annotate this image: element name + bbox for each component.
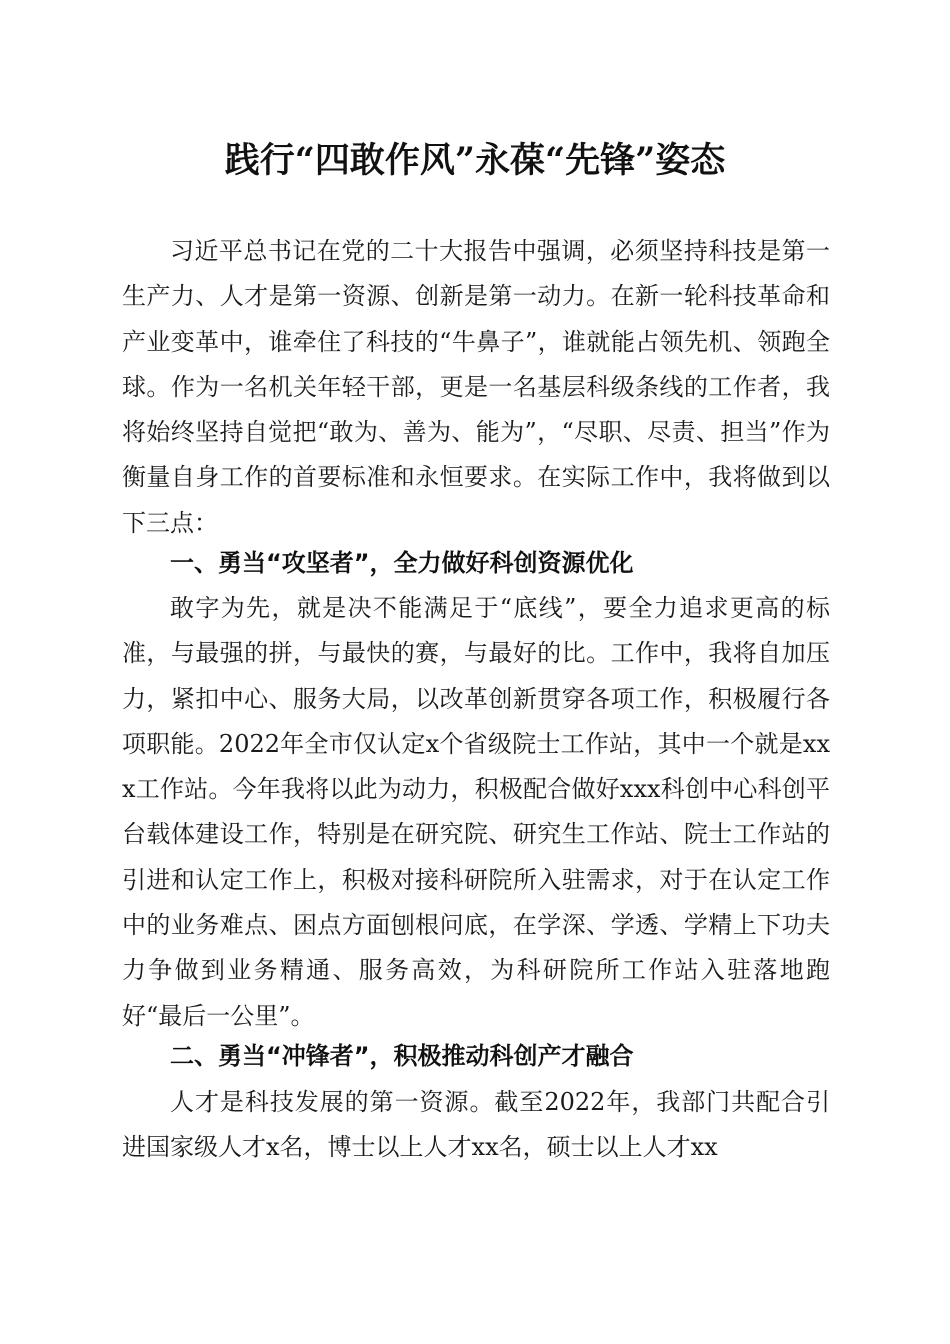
section-heading-2: 二、勇当“冲锋者”，积极推动科创产才融合 xyxy=(170,1042,634,1070)
document-title: 践行“四敢作风”永葆“先锋”姿态 xyxy=(224,140,726,181)
paragraph-intro: 习近平总书记在党的二十大报告中强调，必须坚持科技是第一生产力、人才是第一资源、创新是第一动力。在新一轮科技革命和产业变革中，谁牵住了科技的“牛鼻子”，谁就能占领先机、领跑全球。作为一名机关年轻干部，更是一名基层科级条线的工作者，我将始终坚持自觉把“敢为、善为、能为”，“尽职、尽责、担当”作为衡量自身工作的首要标准和永恒要求。在实际工作中，我将做到以下三点： xyxy=(122,237,830,537)
section-heading-1: 一、勇当“攻坚者”，全力做好科创资源优化 xyxy=(170,549,634,577)
paragraph-section-1: 敢字为先，就是决不能满足于“底线”，要全力追求更高的标准，与最强的拼，与最快的赛，与最好的比。工作中，我将自加压力，紧扣中心、服务大局，以改革创新贯穿各项工作，积极履行各项职能。2022年全市仅认定x个省级院士工作站，其中一个就是xxx工作站。今年我将以此为动力，积极配合做好xxx科创中心科创平台载体建设工作，特别是在研究院、研究生工作站、院士工作站的引进和认定工作上，积极对接科研院所入驻需求，对于在认定工作中的业务难点、困点方面刨根问底，在学深、学透、学精上下功夫力争做到业务精通、服务高效，为科研院所工作站入驻落地跑好“最后一公里”。 xyxy=(122,594,830,1030)
paragraph-section-2: 人才是科技发展的第一资源。截至2022年，我部门共配合引进国家级人才x名，博士以上人才xx名，硕士以上人才xx xyxy=(122,1088,830,1162)
